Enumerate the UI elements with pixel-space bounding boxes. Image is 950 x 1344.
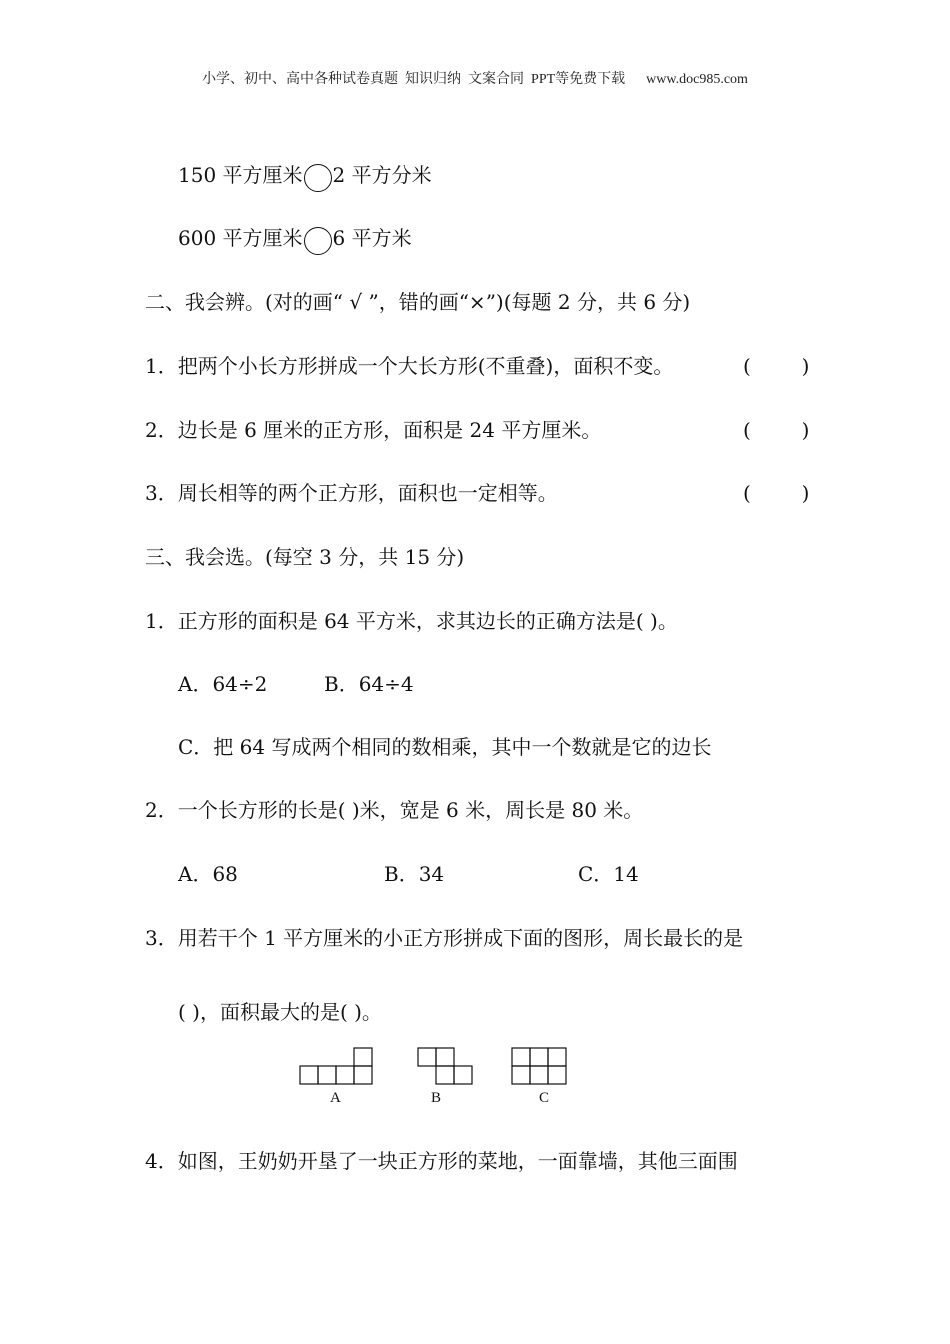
figure-a-square [354, 1066, 372, 1084]
figure-c-square [530, 1066, 548, 1084]
figure-c-square [512, 1048, 530, 1066]
judge-item-2: 2．边长是 6 厘米的正方形，面积是 24 平方厘米。 [145, 418, 602, 442]
compare-right: 2 平方分米 [332, 163, 432, 187]
compare-left: 600 平方厘米 [178, 226, 303, 250]
judge-answer-blank-3[interactable]: ( ) [743, 481, 810, 505]
figure-c-square [530, 1048, 548, 1066]
choice-q3-line2: ( )，面积最大的是( )。 [178, 1000, 382, 1024]
figure-label-a: A [330, 1090, 341, 1106]
choice-q4: 4．如图，王奶奶开垦了一块正方形的菜地，一面靠墙，其他三面围 [145, 1149, 738, 1173]
figure-b-square [436, 1066, 454, 1084]
compare-circle-blank[interactable] [304, 227, 332, 255]
figure-a-square [300, 1066, 318, 1084]
judge-item-3: 3．周长相等的两个正方形，面积也一定相等。 [145, 481, 558, 505]
figure-b-square [454, 1066, 472, 1084]
judge-item-1: 1．把两个小长方形拼成一个大长方形(不重叠)，面积不变。 [145, 354, 674, 378]
choice-q2-option-c: C．14 [578, 862, 639, 886]
compare-left: 150 平方厘米 [178, 163, 303, 187]
section2-heading: 二、我会辨。(对的画“ √ ”，错的画“×”)(每题 2 分，共 6 分) [145, 290, 691, 314]
figure-b-square [436, 1048, 454, 1066]
choice-q1-option-c: C．把 64 写成两个相同的数相乘，其中一个数就是它的边长 [178, 735, 712, 759]
compare-circle-blank[interactable] [304, 164, 332, 192]
figure-b-square [418, 1048, 436, 1066]
figure-a-square [354, 1048, 372, 1066]
choice-q3-line1: 3．用若干个 1 平方厘米的小正方形拼成下面的图形，周长最长的是 [145, 926, 744, 950]
compare-row-2 [178, 224, 412, 255]
choice-q1: 1．正方形的面积是 64 平方米，求其边长的正确方法是( )。 [145, 609, 678, 633]
figure-label-b: B [431, 1090, 442, 1106]
figure-label-c: C [539, 1090, 550, 1106]
figure-c-square [548, 1066, 566, 1084]
choice-q1-option-b: B．64÷4 [324, 672, 414, 696]
choice-q1-option-a: A．64÷2 [178, 672, 268, 696]
section3-heading: 三、我会选。(每空 3 分，共 15 分) [145, 545, 465, 569]
figure-c-square [548, 1048, 566, 1066]
figure-c-square [512, 1066, 530, 1084]
figure-a-square [318, 1066, 336, 1084]
compare-row-1 [178, 161, 432, 192]
choice-q2-option-a: A．68 [178, 862, 238, 886]
figure-c [512, 1048, 566, 1084]
judge-answer-blank-2[interactable]: ( ) [743, 418, 810, 442]
compare-right: 6 平方米 [332, 226, 412, 250]
figure-b [418, 1048, 472, 1084]
page-header: 小学、初中、高中各种试卷真题 知识归纳 文案合同 PPT等免费下载 www.doc985.com [202, 72, 748, 87]
choice-q2-option-b: B．34 [384, 862, 445, 886]
figure-a-square [336, 1066, 354, 1084]
shape-figures [298, 1046, 570, 1086]
figure-a [300, 1048, 372, 1084]
choice-q2: 2．一个长方形的长是( )米，宽是 6 米，周长是 80 米。 [145, 798, 644, 822]
judge-answer-blank-1[interactable]: ( ) [743, 354, 810, 378]
